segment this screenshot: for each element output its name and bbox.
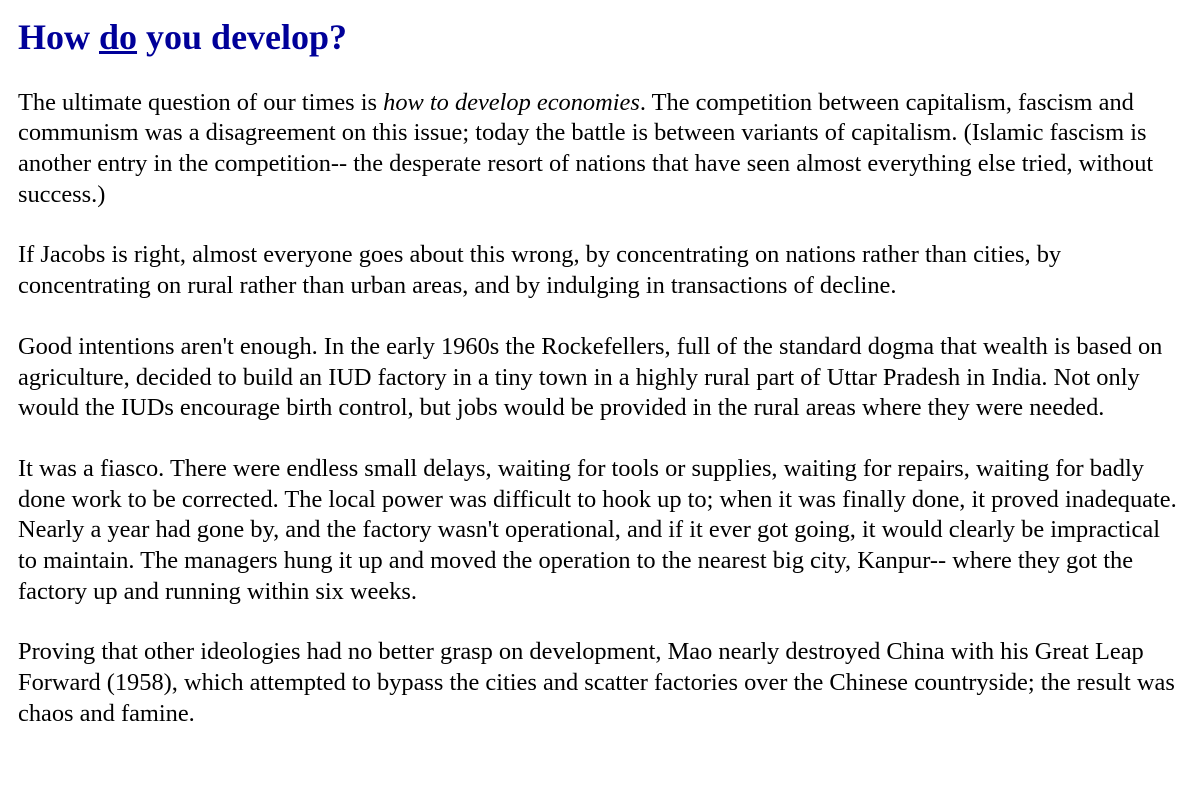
title-link-do[interactable]: do [99, 17, 138, 57]
paragraph-mao: Proving that other ideologies had no better grasp on development, Mao nearly destroyed China with his Great Leap Forward (1958), which attempted to bypass the cities and scatter factories over the Chinese countryside; the result was chaos and famine. [18, 638, 1175, 727]
paragraph-fiasco: It was a fiasco. There were endless small delays, waiting for tools or supplies, waiting for repairs, waiting for badly done work to be corrected. The local power was difficult to hook up to; when it was finally done, it proved inadequate. Nearly a year had gone by, and the factory wasn't operational, and if it ever got going, it would clearly be impractical to maintain. The managers hung it up and moved the operation to the nearest big city, Kanpur-- where they got the factory up and running within six weeks. [18, 454, 1177, 605]
title-prefix: How [18, 17, 99, 57]
paragraph-intro-before: The ultimate question of our times is [18, 88, 384, 116]
paragraph-intro-emphasis: how to develop economies [383, 88, 640, 116]
paragraph-intro [18, 88, 1182, 211]
paragraph-intro-after: . The competition between capitalism, fascism and communism was a disagreement on this issue; today the battle is between variants of capitalism. (Islamic fascism is another entry in the competition-- the desperate resort of nations that have seen almost everything else tried, without success.) [18, 88, 1154, 208]
paragraph-jacobs: If Jacobs is right, almost everyone goes about this wrong, by concentrating on nations rather than cities, by concentrating on rural rather than urban areas, and by indulging in transactions of decline. [18, 241, 1062, 300]
title-suffix: you develop? [137, 17, 348, 57]
paragraph-rockefellers: Good intentions aren't enough. In the early 1960s the Rockefellers, full of the standard dogma that wealth is based on agriculture, decided to build an IUD factory in a tiny town in a highly rural part of Uttar Pradesh in India. Not only would the IUDs encourage birth control, but jobs would be provided in the rural areas where they were needed. [18, 332, 1163, 422]
page-title [18, 18, 1182, 58]
